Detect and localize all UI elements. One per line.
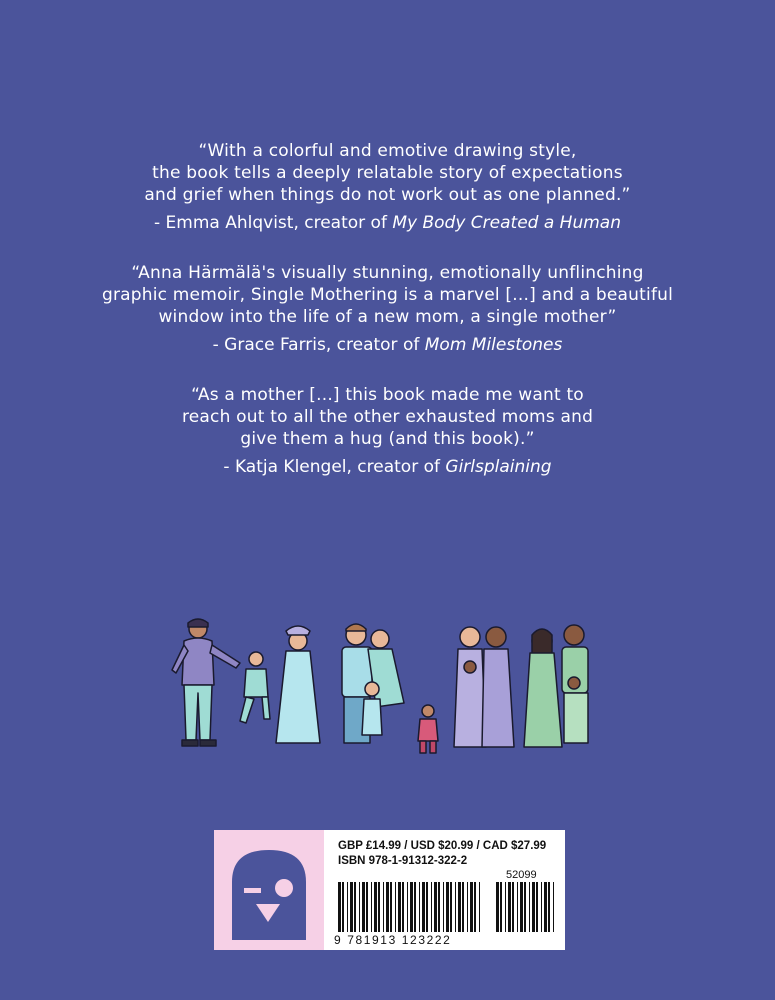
blurb-3: [0, 384, 775, 478]
blurb-2-line: graphic memoir, Single Mothering is a marvel [...] and a beautiful: [101, 285, 674, 305]
blurb-2-line: “Anna Härmälä's visually stunning, emotionally unflinching: [131, 263, 644, 283]
barcode-bar: [450, 882, 452, 932]
price-label: GBP £14.99 / USD $20.99 / CAD $27.99: [338, 840, 547, 852]
barcode-bar: [386, 882, 389, 932]
barcode-bar: [458, 882, 461, 932]
barcode-bar: [362, 882, 365, 932]
publisher-logo-icon: [214, 830, 324, 950]
barcode-bar: [512, 882, 514, 932]
families-illustration: [170, 615, 610, 765]
barcode-bar: [520, 882, 523, 932]
barcode-bar: [536, 882, 538, 932]
attribution-work: Girlsplaining: [445, 457, 552, 477]
blurb-1-line: the book tells a deeply relatable story of expectations: [152, 163, 623, 183]
ean-barcode-bars: [338, 882, 480, 932]
barcode-bar: [426, 882, 428, 932]
barcode-bar: [462, 882, 464, 932]
attribution-work: My Body Created a Human: [392, 213, 621, 233]
barcode-bar: [431, 882, 432, 932]
family-father-child-figure: [172, 619, 270, 746]
publisher-logo: [214, 830, 324, 950]
barcode-bar: [434, 882, 437, 932]
blurb-1: [0, 140, 775, 234]
barcode-bar: [374, 882, 377, 932]
barcode-bar: [446, 882, 449, 932]
barcode-bar: [517, 882, 518, 932]
attribution-work: Mom Milestones: [424, 335, 563, 355]
barcode-bar: [402, 882, 404, 932]
barcode-bar: [455, 882, 456, 932]
barcode: [330, 868, 560, 948]
barcode-bar: [347, 882, 348, 932]
barcode-bar: [338, 882, 341, 932]
barcode-bar: [532, 882, 535, 932]
barcode-bar: [500, 882, 502, 932]
barcode-bar: [398, 882, 401, 932]
barcode-bar: [470, 882, 473, 932]
barcode-bar: [496, 882, 499, 932]
barcode-bar: [410, 882, 413, 932]
barcode-bar: [508, 882, 511, 932]
blurbs-section: [0, 140, 775, 506]
barcode-bar: [350, 882, 353, 932]
barcode-bar: [474, 882, 476, 932]
family-couple-child-figure: [276, 624, 404, 743]
barcode-bar: [354, 882, 356, 932]
attribution-author: - Katja Klengel, creator of: [223, 457, 446, 477]
barcode-bar: [366, 882, 368, 932]
barcode-bar: [443, 882, 444, 932]
addon-digits: 52099: [506, 869, 537, 881]
barcode-bar: [359, 882, 360, 932]
blurb-1-attribution: [0, 212, 775, 234]
barcode-bar: [414, 882, 416, 932]
barcode-bar: [419, 882, 420, 932]
family-parents-child-figure: [524, 625, 588, 747]
barcode-bar: [529, 882, 530, 932]
barcode-bar: [467, 882, 468, 932]
blurb-2-line: window into the life of a new mom, a single mother”: [158, 307, 617, 327]
blurb-1-line: and grief when things do not work out as one planned.”: [144, 185, 631, 205]
barcode-bar: [395, 882, 396, 932]
blurb-3-line: give them a hug (and this book).”: [240, 429, 535, 449]
barcode-panel: [214, 830, 565, 950]
blurb-2: [0, 262, 775, 356]
barcode-bar: [383, 882, 384, 932]
barcode-bar: [541, 882, 542, 932]
barcode-bar: [407, 882, 408, 932]
ean-digits: 9 781913 123222: [334, 933, 452, 947]
barcode-bar: [390, 882, 392, 932]
barcode-bar: [371, 882, 372, 932]
barcode-bar: [553, 882, 554, 932]
barcode-bar: [378, 882, 380, 932]
barcode-bar: [438, 882, 440, 932]
blurb-3-attribution: [0, 456, 775, 478]
blurb-1-line: “With a colorful and emotive drawing style,: [198, 141, 577, 161]
barcode-bar: [342, 882, 344, 932]
isbn-label: ISBN 978-1-91312-322-2: [338, 855, 468, 867]
family-two-mothers-figure: [454, 627, 514, 747]
barcode-bar: [524, 882, 526, 932]
barcode-bar: [479, 882, 480, 932]
barcode-bar: [544, 882, 547, 932]
barcode-bar: [422, 882, 425, 932]
blurb-3-line: “As a mother [...] this book made me want to: [191, 385, 584, 405]
barcode-bar: [505, 882, 506, 932]
addon-barcode-bars: [496, 882, 554, 932]
attribution-author: - Grace Farris, creator of: [212, 335, 425, 355]
single-child-figure: [418, 705, 438, 753]
blurb-3-line: reach out to all the other exhausted moms and: [181, 407, 594, 427]
attribution-author: - Emma Ahlqvist, creator of: [154, 213, 393, 233]
barcode-bar: [548, 882, 550, 932]
blurb-2-attribution: [0, 334, 775, 356]
